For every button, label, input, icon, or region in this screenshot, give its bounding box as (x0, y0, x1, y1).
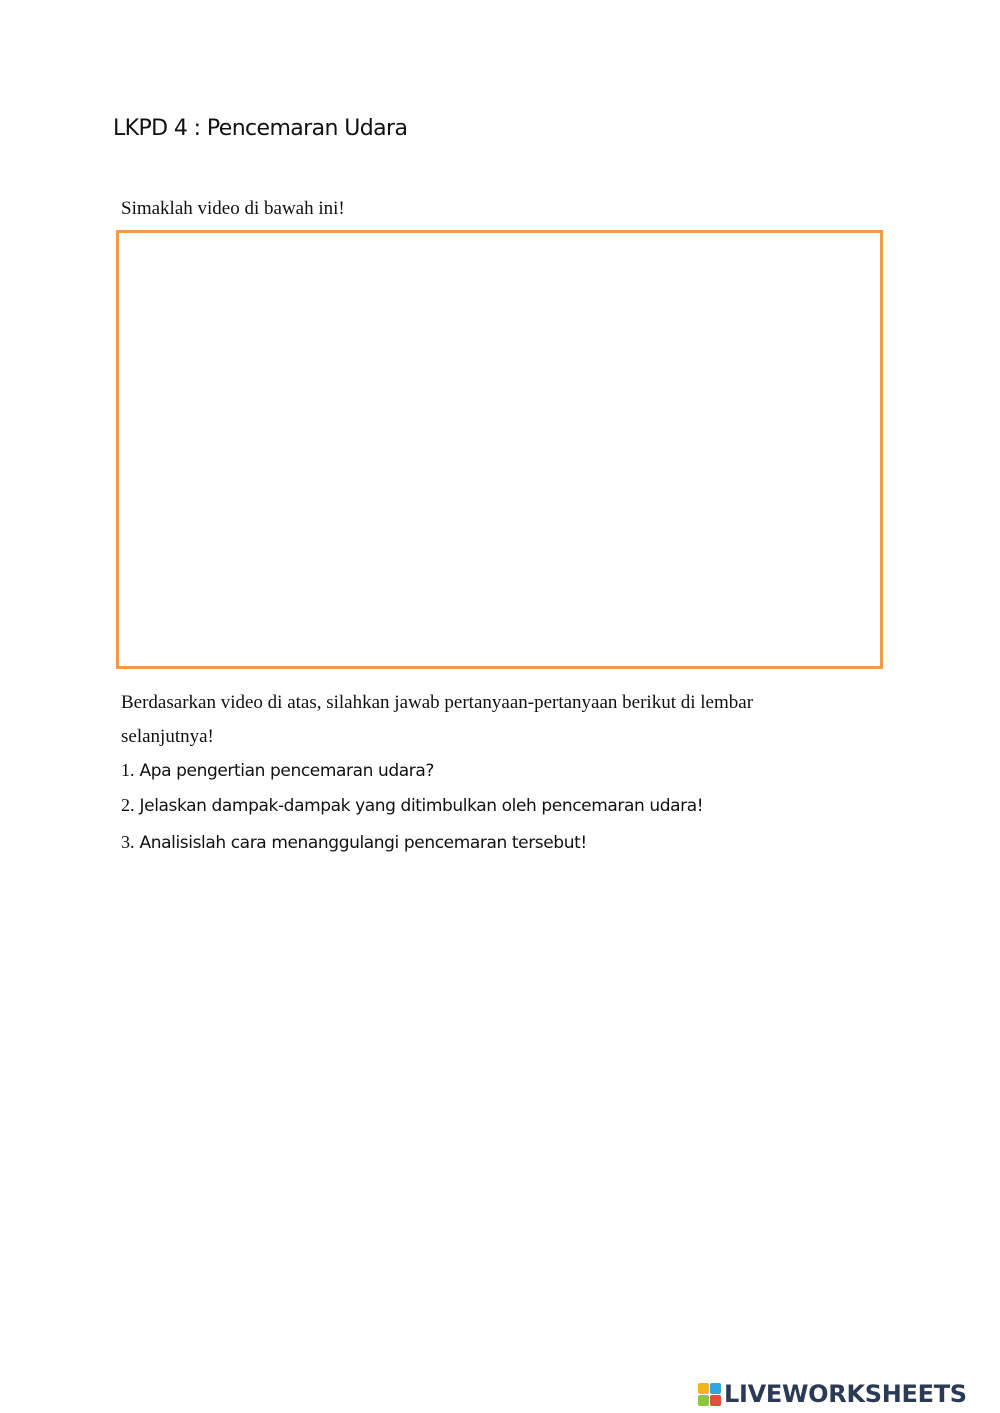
logo-wordmark: LIVEWORKSHEETS (724, 1380, 967, 1408)
question-text: Jelaskan dampak-dampak yang ditimbulkan oleh pencemaran udara! (139, 796, 704, 816)
question-text: Apa pengertian pencemaran udara? (139, 761, 435, 781)
logo-block (710, 1383, 721, 1394)
intro-paragraph: Berdasarkan video di atas, silahkan jawab pertanyaan-pertanyaan berikut di lembar selanjutnya! (121, 692, 754, 747)
question-text: Analisislah cara menanggulangi pencemaran tersebut! (139, 833, 587, 853)
question-number: 2. (121, 795, 135, 815)
question-number: 1. (121, 760, 135, 780)
video-instruction: Simaklah video di bawah ini! (121, 198, 345, 219)
question-1 (121, 760, 434, 781)
video-placeholder[interactable] (116, 230, 883, 669)
question-number: 3. (121, 832, 135, 852)
logo-block (710, 1395, 721, 1406)
question-2 (121, 795, 703, 816)
logo-block (698, 1383, 709, 1394)
liveworksheets-logo-icon (698, 1383, 721, 1406)
liveworksheets-logo[interactable] (698, 1379, 967, 1409)
page-title: LKPD 4 : Pencemaran Udara (113, 116, 408, 141)
logo-block (698, 1395, 709, 1406)
question-3 (121, 832, 587, 853)
